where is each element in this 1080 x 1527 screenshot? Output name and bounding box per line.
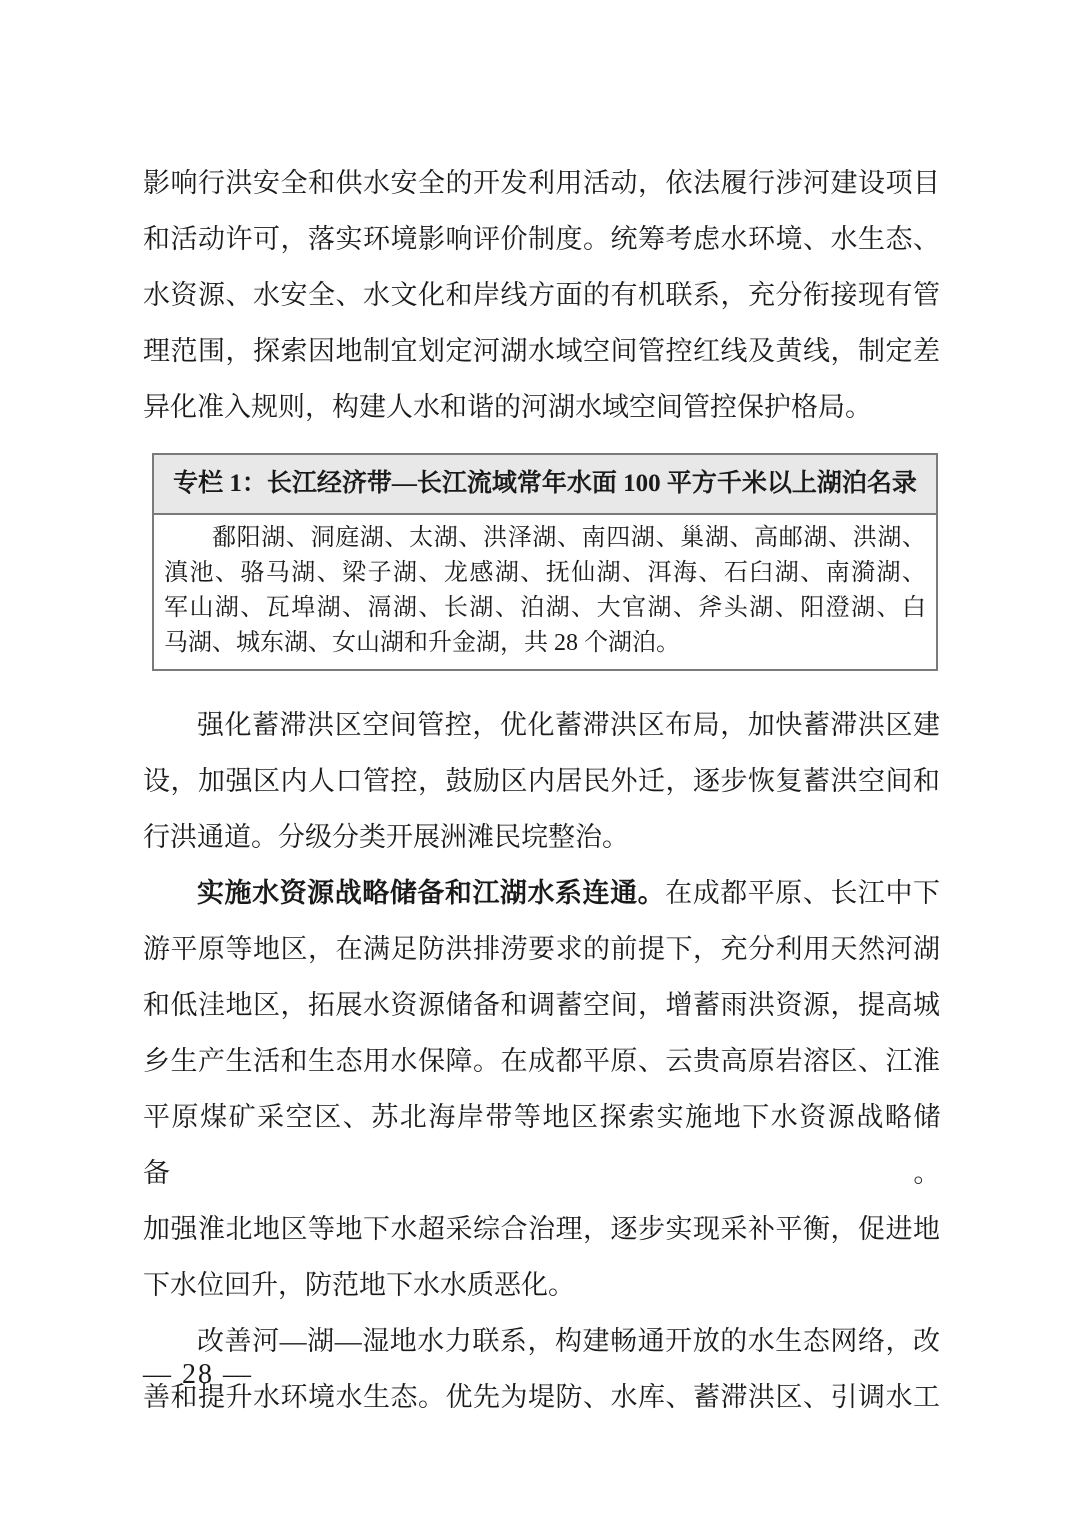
text-line: 加强淮北地区等地下水超采综合治理，逐步实现采补平衡，促进地 bbox=[143, 1214, 940, 1244]
paragraph-3 bbox=[143, 865, 940, 1313]
box-column-1 bbox=[152, 453, 938, 671]
text-line: 平原煤矿采空区、苏北海岸带等地区探索实施地下水资源战略储备。 bbox=[143, 1102, 940, 1188]
box-title: 专栏 1：长江经济带—长江流域常年水面 100 平方千米以上湖泊名录 bbox=[154, 455, 936, 515]
box-text-line: 马湖、城东湖、女山湖和升金湖，共 28 个湖泊。 bbox=[164, 630, 680, 656]
text-line: 游平原等地区，在满足防洪排涝要求的前提下，充分利用天然河湖 bbox=[143, 934, 940, 964]
paragraph-2 bbox=[143, 697, 940, 865]
text-line: 乡生产生活和生态用水保障。在成都平原、云贵高原岩溶区、江淮 bbox=[143, 1046, 940, 1076]
box-body bbox=[154, 515, 936, 669]
text-line: 理范围，探索因地制宜划定河湖水域空间管控红线及黄线，制定差 bbox=[143, 336, 940, 366]
text-line: 和活动许可，落实环境影响评价制度。统筹考虑水环境、水生态、 bbox=[143, 224, 940, 254]
lead-sentence-rest: 在成都平原、长江中下 bbox=[665, 878, 941, 908]
paragraph-4 bbox=[143, 1313, 940, 1425]
lead-sentence-bold: 实施水资源战略储备和江湖水系连通。 bbox=[197, 878, 666, 908]
text-line bbox=[143, 865, 940, 921]
text-line: 行洪通道。分级分类开展洲滩民垸整治。 bbox=[143, 822, 629, 852]
page-number: — 28 — bbox=[143, 1359, 253, 1390]
text-line: 下水位回升，防范地下水水质恶化。 bbox=[143, 1270, 575, 1300]
text-line: 设，加强区内人口管控，鼓励区内居民外迁，逐步恢复蓄洪空间和 bbox=[143, 766, 940, 796]
paragraph-1 bbox=[143, 155, 940, 435]
text-line: 善和提升水环境水生态。优先为堤防、水库、蓄滞洪区、引调水工 bbox=[143, 1382, 940, 1412]
text-line: 影响行洪安全和供水安全的开发利用活动，依法履行涉河建设项目 bbox=[143, 168, 940, 198]
box-text-line: 鄱阳湖、洞庭湖、太湖、洪泽湖、南四湖、巢湖、高邮湖、洪湖、 bbox=[212, 525, 926, 551]
page-content bbox=[143, 155, 940, 1425]
text-line: 强化蓄滞洪区空间管控，优化蓄滞洪区布局，加快蓄滞洪区建 bbox=[197, 710, 940, 740]
text-line: 异化准入规则，构建人水和谐的河湖水域空间管控保护格局。 bbox=[143, 392, 872, 422]
text-line: 水资源、水安全、水文化和岸线方面的有机联系，充分衔接现有管 bbox=[143, 280, 940, 310]
text-line: 改善河—湖—湿地水力联系，构建畅通开放的水生态网络，改 bbox=[197, 1326, 940, 1356]
text-line: 和低洼地区，拓展水资源储备和调蓄空间，增蓄雨洪资源，提高城 bbox=[143, 990, 940, 1020]
box-text-line: 军山湖、瓦埠湖、滆湖、长湖、泊湖、大官湖、斧头湖、阳澄湖、白 bbox=[164, 595, 926, 621]
box-text-line: 滇池、骆马湖、梁子湖、龙感湖、抚仙湖、洱海、石臼湖、南漪湖、 bbox=[164, 560, 926, 586]
